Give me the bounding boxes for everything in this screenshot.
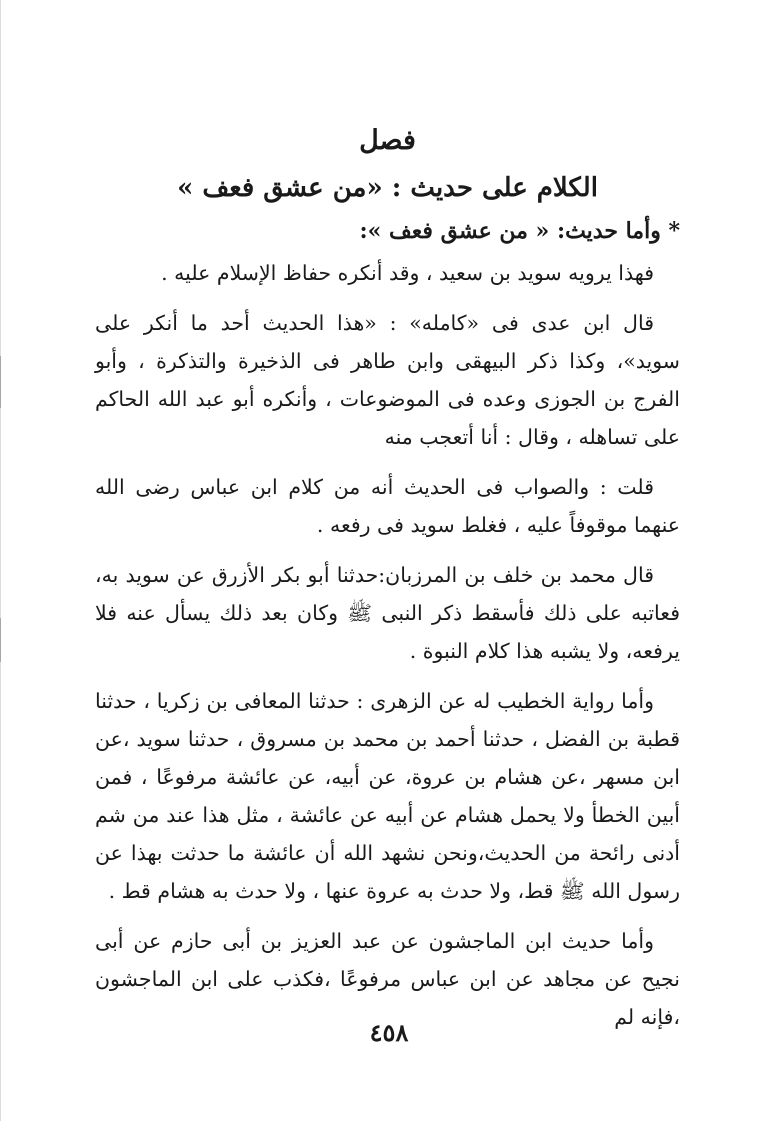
sub-heading: * وأما حديث: « من عشق فعف »: — [359, 218, 680, 244]
paragraph: وأما رواية الخطيب له عن الزهرى : حدثنا المعافى بن زكريا ، حدثنا قطبة بن الفضل ، حدثنا أحمد بن محمد بن مسروق ، حدثنا سويد ،عن ابن مسهر ،عن هشام بن عروة، عن أبيه، عن عائشة مرفوعًا ، فمن أبين الخطأ ولا يحمل هشام عن أبيه عن عائشة ، مثل هذا عند من شم أدنى رائحة من الحديث،ونحن نشهد الله أن عائشة ما حدثت بهذا عن رسول الله ﷺ قط، ولا حدث به عروة عنها ، ولا حدث به هشام قط . — [95, 689, 680, 903]
scan-edge-mark — [0, 356, 1, 408]
paragraph: وأما حديث ابن الماجشون عن عبد العزيز بن أبى حازم عن أبى نجيح عن مجاهد عن ابن عباس مرفوعًا ،فكذب على ابن الماجشون ،فإنه لم — [95, 929, 680, 1029]
section-title: فصل — [359, 125, 416, 156]
scan-edge-mark — [0, 0, 1, 1121]
book-page — [95, 118, 680, 1036]
scan-edge-mark — [0, 618, 1, 662]
paragraph: فهذا يرويه سويد بن سعيد ، وقد أنكره حفاظ الإسلام عليه . — [161, 261, 654, 285]
paragraph: قلت : والصواب فى الحديث أنه من كلام ابن عباس رضى الله عنهما موقوفاً عليه ، فغلط سويد فى رفعه . — [95, 475, 680, 537]
paragraph: قال محمد بن خلف بن المرزبان:حدثنا أبو بكر الأزرق عن سويد به، فعاتبه على ذلك فأسقط ذكر النبى ﷺ وكان بعد ذلك يسأل عنه فلا يرفعه، ولا يشبه هذا كلام النبوة . — [95, 563, 680, 663]
page-number: ٤٥٨ — [369, 1018, 409, 1047]
chapter-heading: الكلام على حديث : «من عشق فعف » — [177, 173, 598, 203]
paragraph: قال ابن عدى فى «كامله» : «هذا الحديث أحد ما أنكر على سويد»، وكذا ذكر البيهقى وابن طاهر فى الذخيرة والتذكرة ، وأبو الفرج بن الجوزى وعده فى الموضوعات ، وأنكره أبو عبد الله الحاكم على تساهله ، وقال : أنا أتعجب منه — [95, 311, 680, 449]
